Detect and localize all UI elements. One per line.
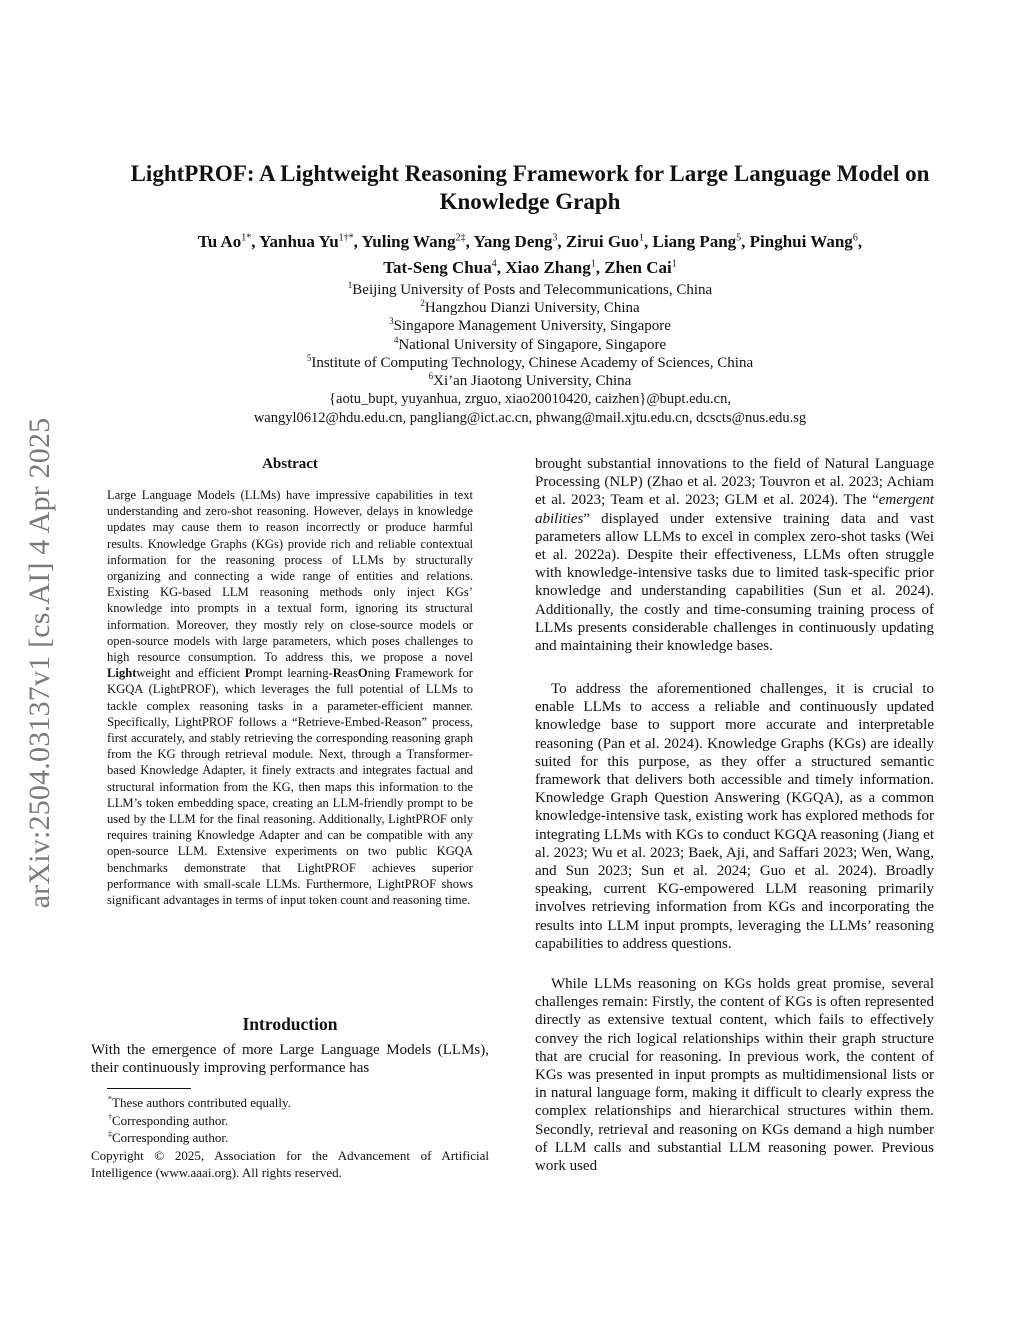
body-paragraph: brought substantial innovations to the field of Natural Language Processing (NLP) (Zhao et al. 2023; Touvron et al. 2023; Achiam et al. 2023; Team et al. 2023; GLM et al. 2024). The “emergent abilities” displayed under extensive training data and vast parameters allow LLMs to excel in complex zero-shot tasks (Wei et al. 2022a). Despite their effectiveness, LLMs often struggle with knowledge-intensive tasks due to limited task-specific prior knowledge and understanding capabilities (Sun et al. 2024). Additionally, the costly and time-consuming training process of LLMs presents considerable challenges in continuously updating and maintaining their knowledge bases. <box>535 456 934 655</box>
arxiv-identifier-stamp[interactable]: arXiv:2504.03137v1 [cs.AI] 4 Apr 2025 <box>23 417 56 909</box>
introduction-heading: Introduction <box>242 1014 338 1034</box>
author: Pinghui Wang$^6$ <box>749 232 858 251</box>
affiliation: $^5$Institute of Computing Technology, Chinese Academy of Sciences, China <box>306 352 754 371</box>
footnotes <box>91 1094 489 1182</box>
author: Yang Deng$^3$ <box>473 232 558 251</box>
email-line: {aotu_bupt, yuyanhua, zrguo, xiao20010420, caizhen}@bupt.edu.cn, <box>329 391 731 407</box>
affiliation: $^4$National University of Singapore, Singapore <box>393 334 667 353</box>
footnote-corresponding-author: ‡Corresponding author. <box>108 1129 229 1146</box>
author: Zirui Guo$^1$ <box>565 232 645 251</box>
abstract-heading: Abstract <box>262 456 318 472</box>
footnote-equal-contribution: *These authors contributed equally. <box>108 1094 291 1110</box>
affiliation-list <box>80 281 980 390</box>
affiliation: $^1$Beijing University of Posts and Telecommunications, China <box>347 280 713 298</box>
body-paragraph: To address the aforementioned challenges, it is crucial to enable LLMs to access a reliable and continuously updated knowledge base to support more accurate and interpretable reasoning (Pan et al. 2024). Knowledge Graphs (KGs) are ideally suited for this purpose, as they offer a structured semantic framework that delivers both accessible and timely information. Knowledge Graph Question Answering (KGQA), as a common knowledge-intensive task, existing work has explored methods for integrating LLMs with KGs to conduct KGQA reasoning (Jiang et al. 2023; Wu et al. 2023; Baek, Aji, and Saffari 2023; Wen, Wang, and Sun 2023; Sun et al. 2024; Guo et al. 2024). Broadly speaking, current KG-empowered LLM reasoning primarily involves retrieving information from KGs and incorporating the results into LLM input prompts, leveraging the LLMs’ reasoning capabilities to address questions. <box>535 681 934 952</box>
email-list <box>80 390 980 428</box>
body-paragraph: While LLMs reasoning on KGs holds great promise, several challenges remain: Firstly, the content of KGs is often represented directly as extensive textual content, which fails to effectively convey the rich logical relationships within their graph structure that are crucial for reasoning. In previous work, the content of KGs was presented in input prompts as multidimensional lists or in natural language form, making it difficult to clearly express the complex relationships and hierarchical structures within them. Secondly, retrieval and reasoning on KGs demand a high number of LLM calls and substantial LLM reasoning power. Previous work used <box>535 976 934 1175</box>
affiliation: $^6$Xi’an Jiaotong University, China <box>428 371 632 390</box>
author: Yuling Wang$^{2\ddagger}$ <box>361 232 466 251</box>
paper-title: LightPROF: A Lightweight Reasoning Framework for Large Language Model on Knowledge Graph <box>130 161 930 214</box>
affiliation: $^3$Singapore Management University, Singapore <box>389 316 671 335</box>
email-line: wangyl0612@hdu.edu.cn, pangliang@ict.ac.cn, phwang@mail.xjtu.edu.cn, dcscts@nus.edu.sg <box>253 410 807 426</box>
author: Tat-Seng Chua$^4$ <box>383 258 497 277</box>
author: Zhen Cai$^1$ <box>604 258 677 277</box>
author: Yanhua $Yu^{1\dagger*}$ <box>259 232 354 251</box>
author: Xiao Zhang$^1$ <box>505 258 596 277</box>
affiliation: $^2$Hangzhou Dianzi University, China <box>420 298 640 317</box>
footnote-corresponding-author: †Corresponding author. <box>108 1112 229 1128</box>
copyright-notice: Copyright © 2025, Association for the Advancement of Artificial Intelligence (www.aaai.org). All rights reserved. <box>91 1147 489 1181</box>
introduction-text: With the emergence of more Large Language Models (LLMs), their continuously improving performance has <box>91 1042 489 1076</box>
author-list: Tu $Ao^{1*}$, Yanhua $Yu^{1\dagger*}$, Yuling Wang$^{2\ddagger}$, Yang Deng$^3$, Zirui Guo$^1$, Liang Pang$^5$, Pinghui Wang$^6$, Tat-Seng Chua$^4$, Xiao Zhang$^1$, Zhen Cai$^1$ <box>197 232 863 277</box>
abstract-text: Large Language Models (LLMs) have impressive capabilities in text understanding and zero-shot reasoning. However, delays in knowledge updates may cause them to reason incorrectly or produce harmful results. Knowledge Graphs (KGs) provide rich and reliable contextual information for the reasoning process of LLMs by structurally organizing and connecting a wide range of entities and relations. Existing KG-based LLM reasoning methods only inject KGs’ knowledge into prompts in a textual form, ignoring its structural information. Moreover, they mostly rely on close-source models or open-source models with large parameters, which poses challenges to high resource consumption. To address this, we propose a novel Lightweight and efficient Prompt learning-ReasOning Framework for KGQA (LightPROF), which leverages the full potential of LLMs to tackle complex reasoning tasks in a parameter-efficient manner. Specifically, LightPROF follows a “Retrieve-Embed-Reason” process, first accurately, and stably retrieving the corresponding reasoning graph from the KG through retrieval module. Next, through a Transformer-based Knowledge Adapter, it finely extracts and integrates factual and structural information from the KG, then maps this information to the LLM’s token embedding space, creating an LLM-friendly prompt to be used by the LLM for the final reasoning. Additionally, LightPROF only requires training Knowledge Adapter and can be compatible with any open-source LLM. Extensive experiments on two public KGQA benchmarks demonstrate that LightPROF achieves superior performance with small-scale LLMs. Furthermore, LightPROF shows significant advantages in terms of input token count and reasoning time. <box>107 488 473 908</box>
author: Tu $Ao^{1*}$ <box>197 232 252 251</box>
footnote-divider <box>107 1088 191 1089</box>
author: Liang Pang$^5$ <box>652 232 742 251</box>
